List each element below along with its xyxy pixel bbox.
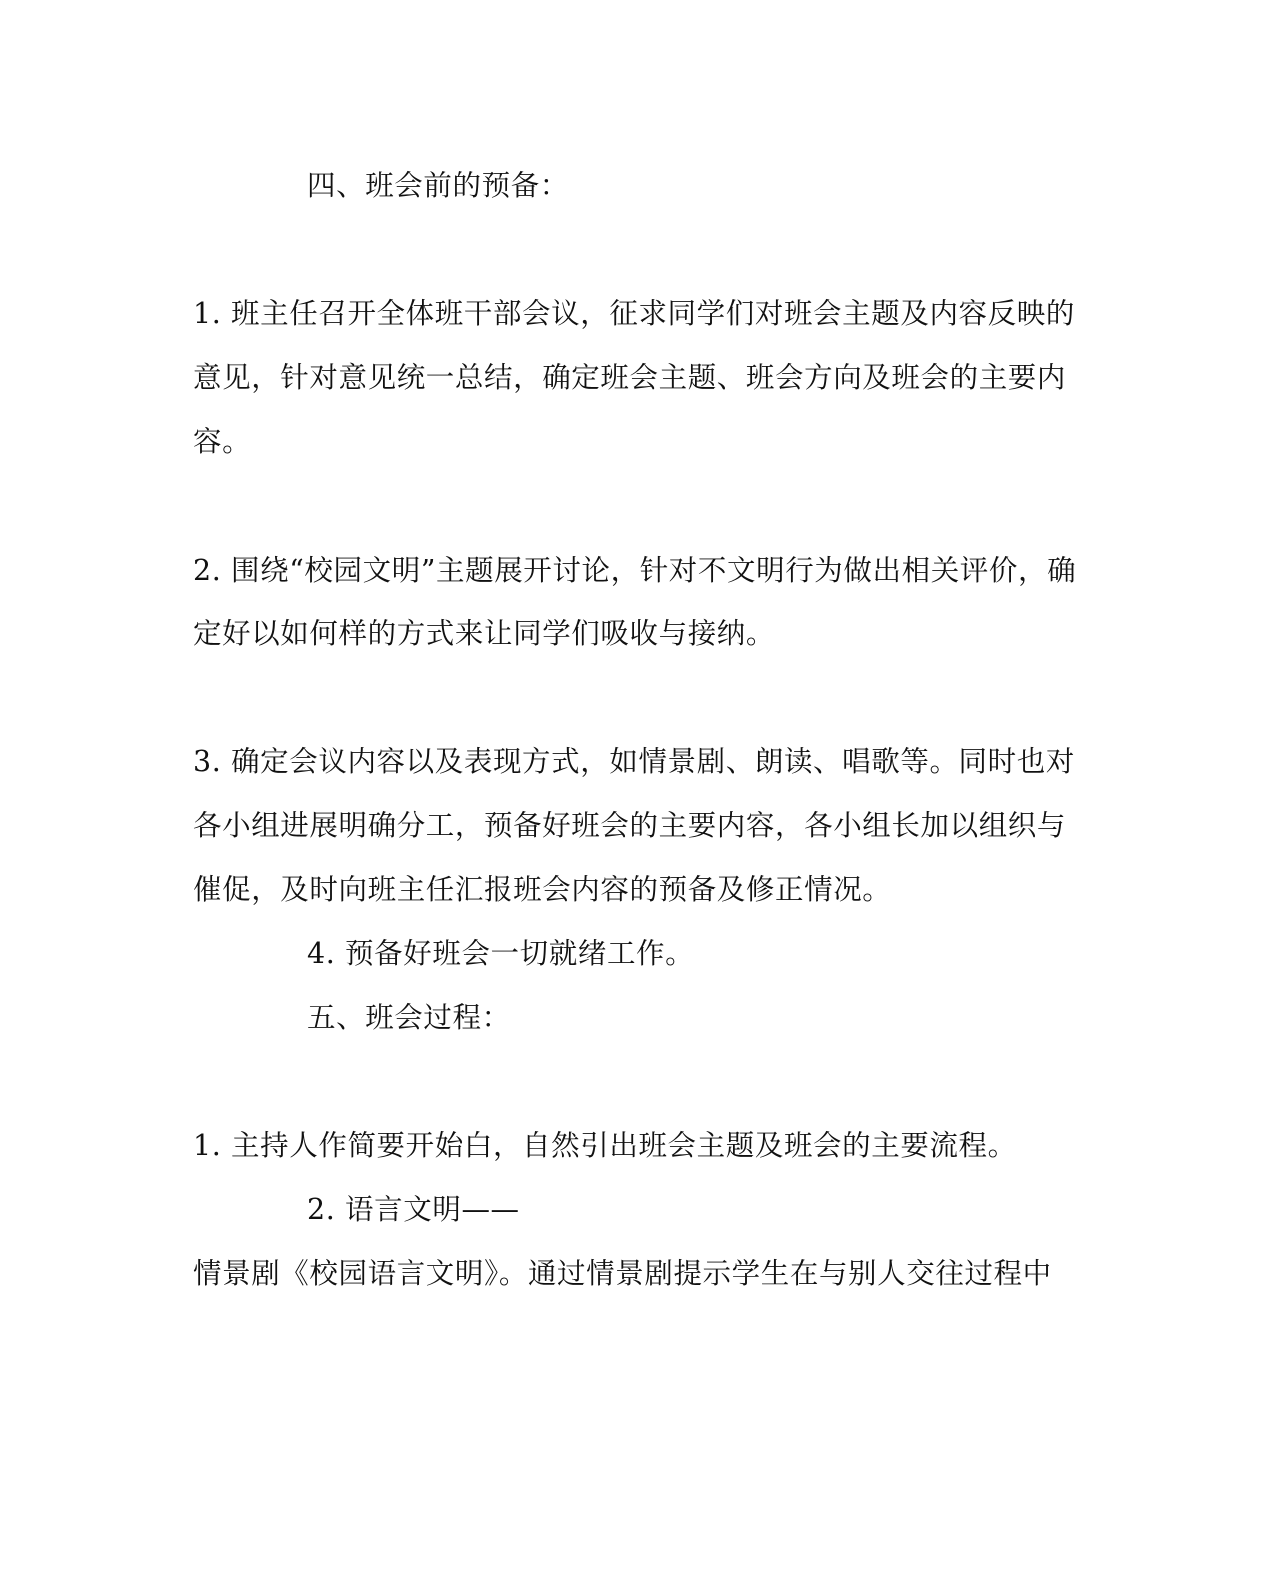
paragraph-line: 1. 主持人作简要开始白，自然引出班会主题及班会的主要流程。 <box>193 1129 1017 1162</box>
paragraph-line: 容。 <box>193 425 252 458</box>
paragraph-line: 催促，及时向班主任汇报班会内容的预备及修正情况。 <box>193 873 892 906</box>
paragraph-line: 3. 确定会议内容以及表现方式，如情景剧、朗读、唱歌等。同时也对 <box>193 745 1075 778</box>
paragraph-line: 1. 班主任召开全体班干部会议，征求同学们对班会主题及内容反映的 <box>193 297 1075 330</box>
section-heading-preparation: 四、班会前的预备： <box>307 169 569 202</box>
paragraph-line: 意见，针对意见统一总结，确定班会主题、班会方向及班会的主要内 <box>193 361 1067 394</box>
paragraph-line: 情景剧《校园语言文明》。通过情景剧提示学生在与别人交往过程中 <box>193 1257 1052 1290</box>
paragraph-line: 4. 预备好班会一切就绪工作。 <box>307 937 695 970</box>
paragraph-line: 各小组进展明确分工，预备好班会的主要内容，各小组长加以组织与 <box>193 809 1067 842</box>
paragraph-line: 2. 语言文明—— <box>307 1193 520 1226</box>
section-heading-process: 五、班会过程： <box>307 1001 511 1034</box>
paragraph-line: 2. 围绕“校园文明”主题展开讨论，针对不文明行为做出相关评价，确 <box>193 554 1077 587</box>
paragraph-line: 定好以如何样的方式来让同学们吸收与接纳。 <box>193 617 776 650</box>
